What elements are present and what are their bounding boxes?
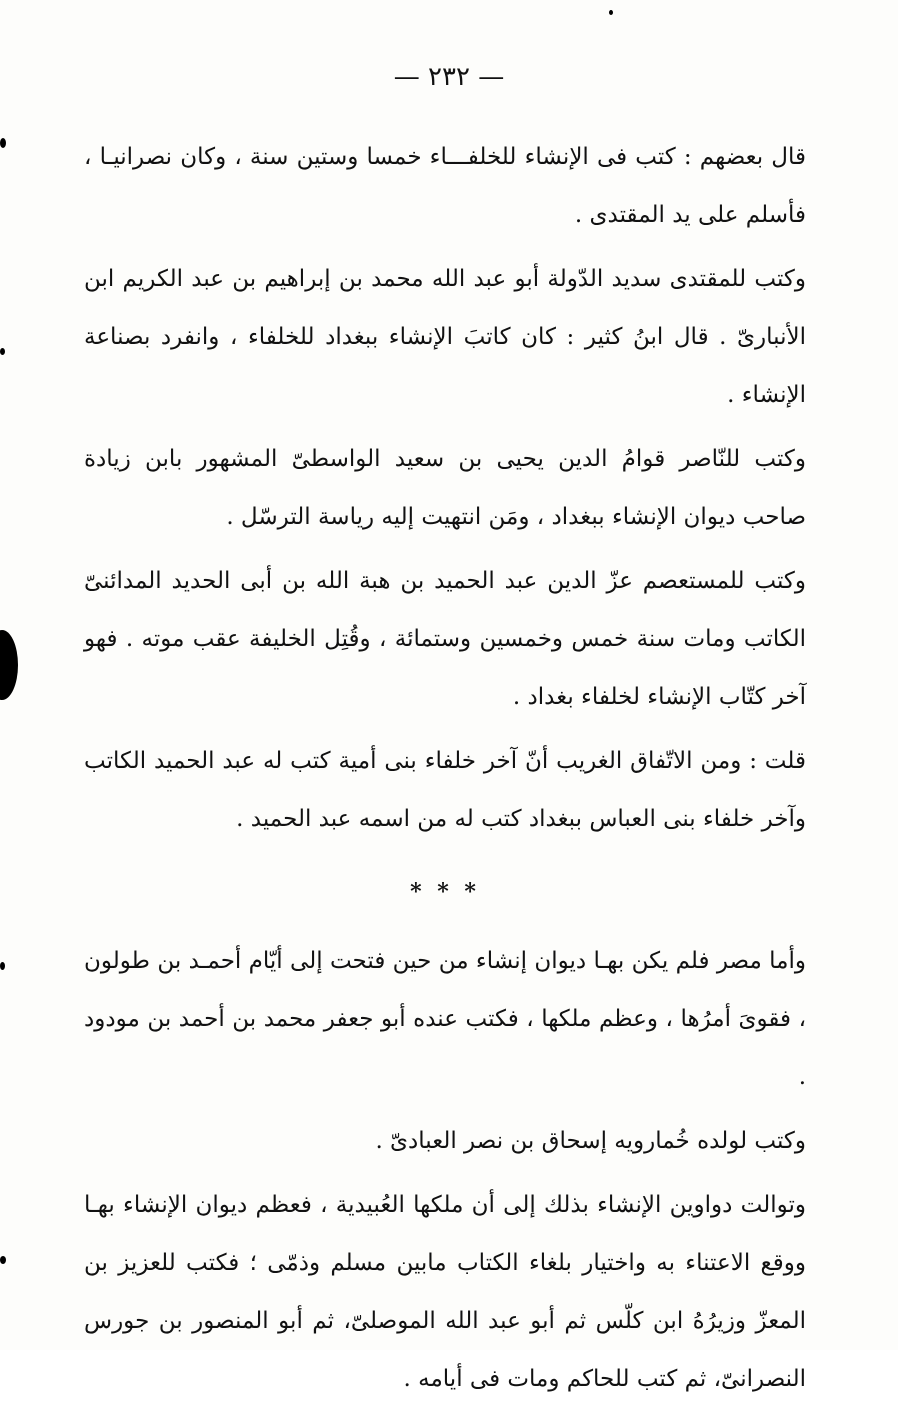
ink-dot-left-bottom [0, 1256, 6, 1264]
ink-dot-top [609, 10, 613, 15]
paragraph-3: وكتب للنّاصر قوامُ الدين يحيى بن سعيد الواسطىّ المشهور بابن زيادة صاحب ديوان الإنشاء ببغداد ، ومَن انتهيت إليه رياسة الترسّل . [84, 446, 806, 530]
ink-blot-left [0, 630, 18, 700]
page-number: — ٢٣٢ — [393, 62, 505, 92]
paragraph-5: قلت : ومن الاتّفاق الغريب أنّ آخر خلفاء بنى أمية كتب له عبد الحميد الكاتب وآخر خلفاء بنى العباس ببغداد كتب له من اسمه عبد الحميد . [84, 748, 806, 832]
ink-dot-left-top [0, 138, 6, 148]
paragraph-7: وكتب لولده خُمارويه إسحاق بن نصر العبادىّ . [375, 1128, 806, 1154]
paragraph-2: وكتب للمقتدى سديد الدّولة أبو عبد الله محمد بن إبراهيم بن عبد الكريم ابن الأنبارىّ . قال ابنُ كثير : كان كاتبَ الإنشاء ببغداد للخلفاء ، وانفرد بصناعة الإنشاء . [84, 266, 806, 408]
paragraph-1: قال بعضهم : كتب فى الإنشاء للخلفـــاء خمسا وستين سنة ، وكان نصرانيـا ، فأسلم على يد المقتدى . [84, 144, 806, 228]
ink-dot-left-mid [0, 348, 5, 355]
paragraph-4: وكتب للمستعصم عزّ الدين عبد الحميد بن هبة الله بن أبى الحديد المدائنىّ الكاتب ومات سنة خمس وخمسين وستمائة ، وقُتِل الخليفة عقب موته . فهو آخر كتّاب الإنشاء لخلفاء بغداد . [84, 568, 806, 710]
paragraph-6: وأما مصر فلم يكن بهـا ديوان إنشاء من حين فتحت إلى أيّام أحمـد بن طولون ، فقوىَ أمرُها ، وعظم ملكها ، فكتب عنده أبو جعفر محمد بن أحمد بن مودود . [84, 948, 806, 1090]
section-separator: * * * [410, 879, 480, 905]
paragraph-8: وتوالت دواوين الإنشاء بذلك إلى أن ملكها العُبيدية ، فعظم ديوان الإنشاء بهـا ووقع الاعتناء به واختيار بلغاء الكتاب مابين مسلم وذمّى ؛ فكتب للعزيز بن المعزّ وزيرُهُ ابن كلّس ثم أبو عبد الله الموصلىّ، ثم أبو المنصور بن جورس النصرانىّ، ثم كتب للحاكم ومات فى أيامه . [84, 1192, 806, 1392]
ink-dot-left-low [0, 962, 5, 970]
page-body [84, 128, 806, 1408]
